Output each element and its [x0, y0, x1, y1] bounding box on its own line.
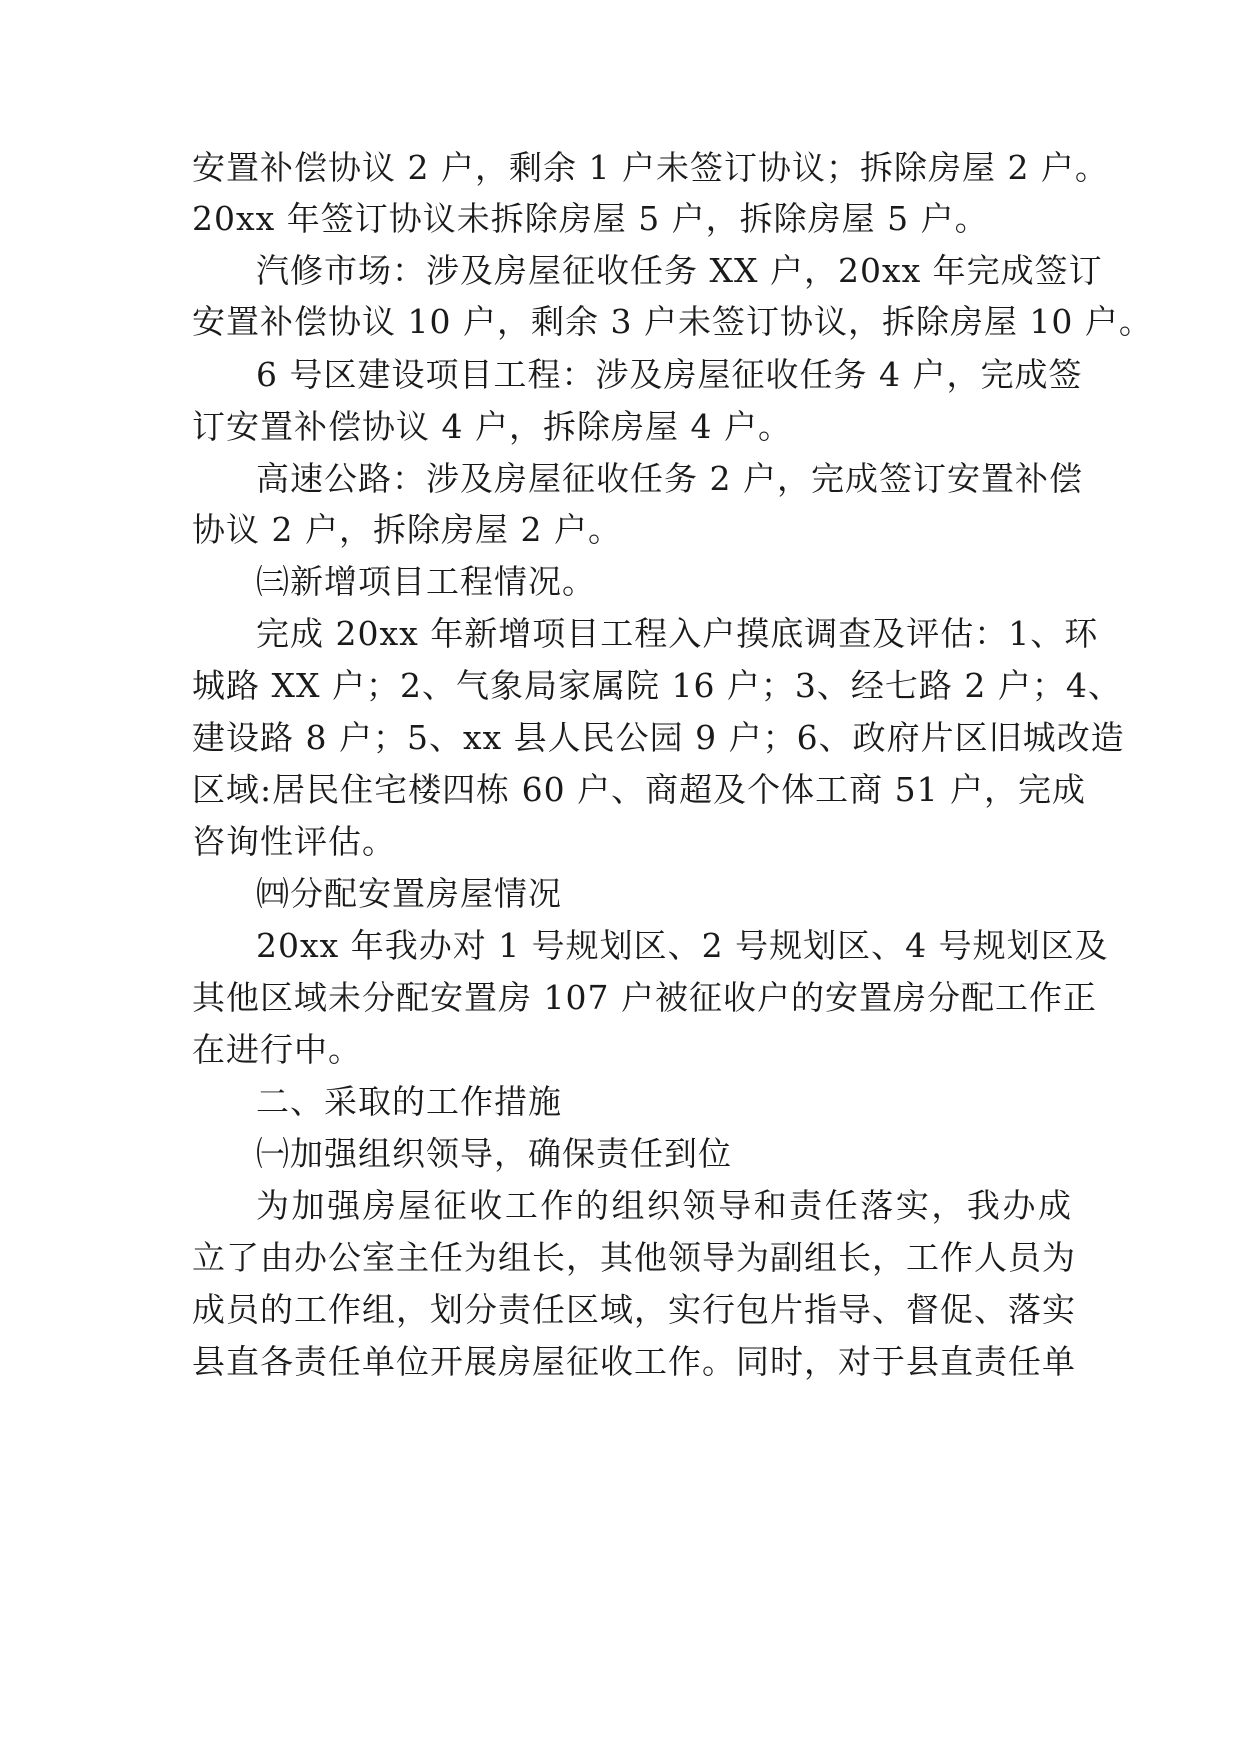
text-line: 高速公路：涉及房屋征收任务 2 户，完成签订安置补偿: [256, 459, 1083, 498]
section-heading: ㈢新增项目工程情况。: [256, 562, 596, 601]
text-line: 6 号区建设项目工程：涉及房屋征收任务 4 户，完成签: [256, 355, 1083, 394]
section-heading: ㈠加强组织领导，确保责任到位: [256, 1134, 732, 1173]
section-heading: ㈣分配安置房屋情况: [256, 874, 562, 913]
text-line: 成员的工作组，划分责任区域，实行包片指导、督促、落实: [192, 1290, 1076, 1329]
text-line: 协议 2 户，拆除房屋 2 户。: [192, 510, 622, 549]
text-line: 在进行中。: [192, 1030, 362, 1069]
text-line: 20xx 年签订协议未拆除房屋 5 户，拆除房屋 5 户。: [192, 199, 989, 238]
section-heading: 二、采取的工作措施: [256, 1082, 562, 1121]
text-line: 完成 20xx 年新增项目工程入户摸底调查及评估：1、环: [256, 614, 1099, 653]
text-line: 安置补偿协议 10 户，剩余 3 户未签订协议，拆除房屋 10 户。: [192, 302, 1153, 341]
text-line: 城路 XX 户；2、气象局家属院 16 户；3、经七路 2 户；4、: [192, 666, 1122, 705]
text-line: 汽修市场：涉及房屋征收任务 XX 户，20xx 年完成签订: [256, 251, 1103, 290]
text-line: 安置补偿协议 2 户，剩余 1 户未签订协议；拆除房屋 2 户。: [192, 148, 1109, 187]
text-line: 20xx 年我办对 1 号规划区、2 号规划区、4 号规划区及: [256, 926, 1109, 965]
text-line: 为加强房屋征收工作的组织领导和责任落实，我办成: [256, 1186, 1072, 1225]
text-line: 咨询性评估。: [192, 822, 396, 861]
text-line: 县直各责任单位开展房屋征收工作。同时，对于县直责任单: [192, 1342, 1076, 1381]
text-line: 立了由办公室主任为组长，其他领导为副组长，工作人员为: [192, 1238, 1076, 1277]
text-line: 区域:居民住宅楼四栋 60 户、商超及个体工商 51 户，完成: [192, 770, 1087, 809]
text-line: 其他区域未分配安置房 107 户被征收户的安置房分配工作正: [192, 978, 1097, 1017]
text-line: 订安置补偿协议 4 户，拆除房屋 4 户。: [192, 407, 792, 446]
text-line: 建设路 8 户；5、xx 县人民公园 9 户；6、政府片区旧城改造: [192, 718, 1125, 757]
